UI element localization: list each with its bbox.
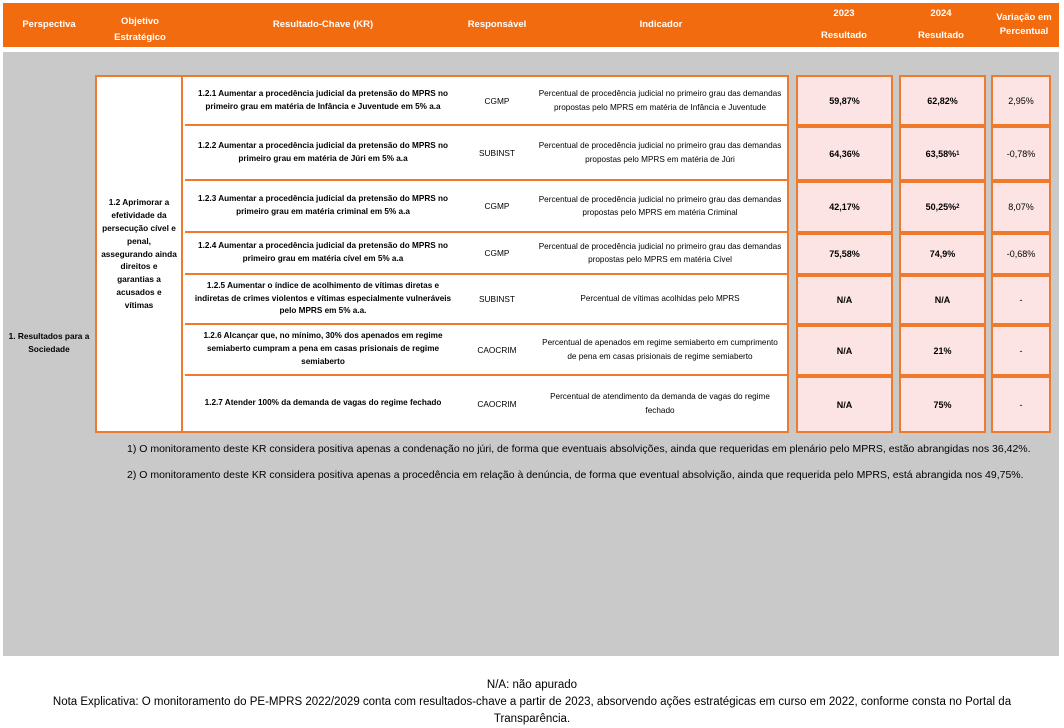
indicador-cell: Percentual de procedência judicial no primeiro grau das demandas propostas pelo MPRS em matéria Cível [538, 241, 782, 264]
result-2024-value: 62,82% [927, 95, 958, 106]
variacao-cell: - [991, 325, 1051, 376]
result-2024-value: N/A [934, 295, 951, 305]
indicador-cell: Percentual de apenados em regime semiaberto em cumprimento de pena em casas prisionais de regime semiaberto [542, 338, 778, 361]
result-2024-value: 75% [933, 399, 952, 410]
result-2024-value: 50,25% [925, 202, 957, 212]
indicador-cell: Percentual de procedência judicial no primeiro grau das demandas propostas pelo MPRS em matéria Criminal [538, 194, 782, 217]
result-2024-cell [899, 325, 986, 376]
objetivo-cell: 1.2 Aprimorar a efetividade da persecução cível e penal, assegurando ainda direitos e garantias a acusados e vítimas [97, 77, 183, 431]
header-objetivo-line2: Estratégico [114, 32, 166, 43]
indicador-cell: Percentual de procedência judicial no primeiro grau das demandas propostas pelo MPRS em matéria de Júri [538, 141, 782, 164]
header-objetivo [95, 3, 185, 47]
header-2024-label: Resultado [918, 30, 964, 41]
kr-cell: 1.2.5 Aumentar o índice de acolhimento de vítimas diretas e indiretas de crimes violentos e vítimas especialmente vulneráveis pelo MPRS em 5% a.a. [194, 280, 452, 316]
kr-cell: 1.2.4 Aumentar a procedência judicial da pretensão do MPRS no primeiro grau em matéria cível em 5% a.a [198, 241, 448, 263]
header-variacao [989, 3, 1059, 47]
result-2024-value: 21% [933, 345, 952, 356]
result-2024-cell [899, 376, 986, 433]
kr-cell: 1.2.6 Alcançar que, no mínimo, 30% dos apenados em regime semiaberto cumpram a pena em casas prisionais de regime semiaberto [203, 331, 443, 366]
kr-cell: 1.2.2 Aumentar a procedência judicial da pretensão do MPRS no primeiro grau em matéria de Júri em 5% a.a [198, 140, 448, 163]
variacao-cell: -0,78% [991, 126, 1051, 181]
result-2023-cell: 75,58% [796, 233, 893, 275]
table-row [185, 181, 787, 233]
result-2023-cell: 64,36% [796, 126, 893, 181]
header-responsavel: Responsável [467, 18, 527, 30]
responsavel-cell: CGMP [484, 201, 510, 211]
responsavel-cell: CAOCRIM [477, 398, 517, 409]
variacao-cell: - [991, 275, 1051, 325]
kr-cell: 1.2.7 Atender 100% da demanda de vagas do regime fechado [204, 398, 442, 408]
explanatory-note-line2: Transparência. [493, 713, 571, 725]
perspectiva-cell: 1. Resultados para a Sociedade [8, 331, 90, 354]
result-2023-cell: 59,87% [796, 75, 893, 126]
header-objetivo-line1: Objetivo [120, 16, 159, 27]
header-kr: Resultado-Chave (KR) [272, 18, 374, 30]
header-perspectiva: Perspectiva [22, 18, 76, 30]
result-2024-cell [899, 233, 986, 275]
responsavel-cell: CAOCRIM [477, 344, 517, 355]
header-2024-year: 2024 [930, 8, 952, 19]
result-2023-cell: N/A [796, 325, 893, 376]
result-2024-cell: 63,58% 1 [899, 126, 986, 181]
table-row [185, 275, 787, 325]
indicador-cell: Percentual de vítimas acolhidas pelo MPRS [580, 294, 740, 304]
header-variacao-line2: Percentual [999, 26, 1049, 37]
result-2024-value: 63,58% [925, 148, 957, 159]
table-row [185, 233, 787, 275]
kr-cell: 1.2.3 Aumentar a procedência judicial da pretensão do MPRS no primeiro grau em matéria criminal em 5% a.a [198, 194, 448, 216]
result-2024-cell: 50,25% 2 [899, 181, 986, 233]
kr-cell: 1.2.1 Aumentar a procedência judicial da pretensão do MPRS no primeiro grau em matéria de Infância e Juventude em 5% a.a [198, 88, 448, 111]
result-2023-cell: 42,17% [796, 181, 893, 233]
table-header [3, 3, 1059, 47]
table-row [185, 325, 787, 376]
variacao-cell: -0,68% [991, 233, 1051, 275]
indicador-cell: Percentual de procedência judicial no primeiro grau das demandas propostas pelo MPRS em matéria de Infância e Juventude [538, 89, 782, 112]
table-row [185, 77, 787, 126]
footnote-1: 1) O monitoramento deste KR considera positiva apenas a condenação no júri, de forma que eventuais absolvições, ainda que requeridas em plenário pelo MPRS, estão abrangidas nos 36,42%. [127, 443, 1031, 455]
header-2024 [893, 3, 989, 47]
header-2023-year: 2023 [833, 8, 855, 19]
indicador-cell: Percentual de atendimento da demanda de vagas do regime fechado [550, 392, 770, 415]
responsavel-cell: CGMP [484, 95, 510, 106]
header-indicador: Indicador [639, 18, 683, 30]
responsavel-cell: SUBINST [479, 294, 515, 304]
result-2024-cell [899, 75, 986, 126]
result-2023-cell: N/A [796, 275, 893, 325]
responsavel-cell: CGMP [484, 248, 510, 258]
result-2024-value: 74,9% [929, 249, 956, 259]
variacao-cell: 8,07% [991, 181, 1051, 233]
header-2023-label: Resultado [821, 30, 867, 41]
table-row [185, 376, 787, 431]
na-legend: N/A: não apurado [486, 679, 578, 691]
result-2023-cell: N/A [796, 376, 893, 433]
responsavel-cell: SUBINST [479, 147, 515, 158]
table-row [185, 126, 787, 181]
variacao-cell: 2,95% [991, 75, 1051, 126]
result-2024-cell [899, 275, 986, 325]
explanatory-note-line1: Nota Explicativa: O monitoramento do PE-MPRS 2022/2029 conta com resultados-chave a partir de 2023, absorvendo ações estratégicas em curso em 2022, conforme consta no Portal da [52, 696, 1012, 708]
variacao-cell: - [991, 376, 1051, 433]
footnote-2: 2) O monitoramento deste KR considera positiva apenas a procedência em relação à denúncia, de forma que eventual absolvição, ainda que requerida pelo MPRS, está abrangida nos 49,75%. [127, 469, 1024, 481]
header-variacao-line1: Variação em [996, 12, 1052, 23]
header-2023 [796, 3, 892, 47]
